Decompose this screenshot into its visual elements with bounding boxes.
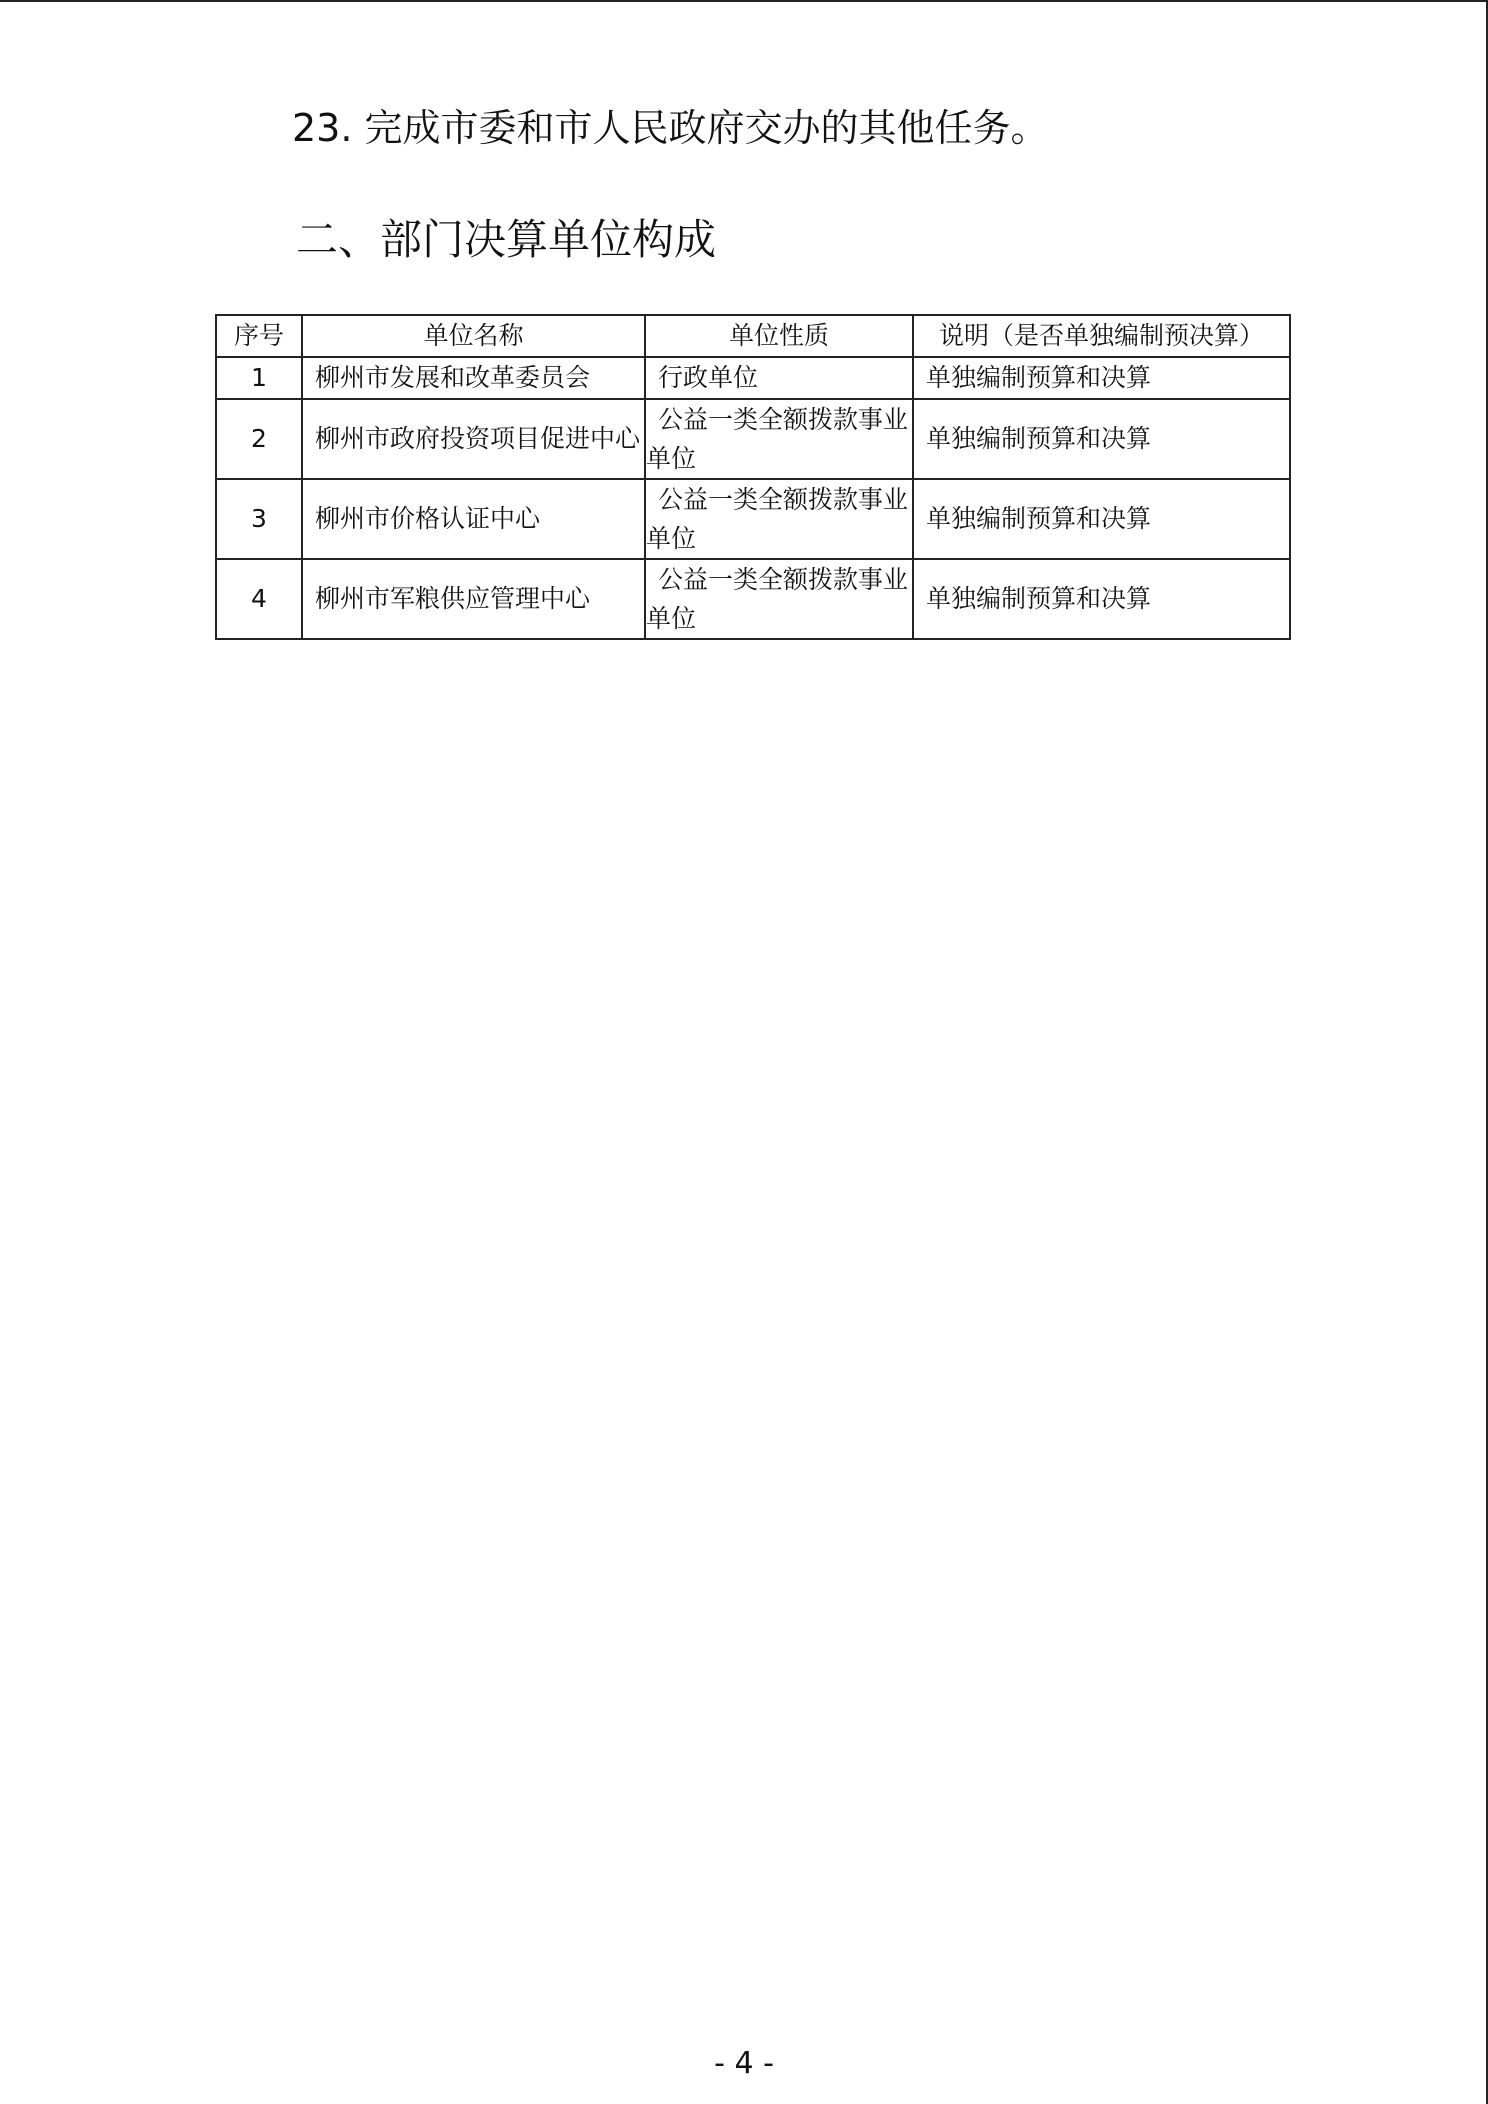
cell-no: 1 (216, 357, 302, 399)
table-row (216, 399, 1290, 479)
section-heading: 二、部门决算单位构成 (296, 215, 717, 264)
cell-unit-name: 柳州市发展和改革委员会 (302, 357, 645, 399)
task-item-23: 23. 完成市委和市人民政府交办的其他任务。 (292, 106, 1049, 150)
cell-unit-type: 行政单位 (645, 357, 913, 399)
cell-no: 4 (216, 559, 302, 639)
cell-note: 单独编制预算和决算 (913, 479, 1290, 559)
header-unit-name: 单位名称 (302, 315, 645, 357)
cell-no: 2 (216, 399, 302, 479)
cell-note: 单独编制预算和决算 (913, 357, 1290, 399)
header-no: 序号 (216, 315, 302, 357)
cell-unit-name: 柳州市价格认证中心 (302, 479, 645, 559)
cell-unit-name: 柳州市军粮供应管理中心 (302, 559, 645, 639)
header-unit-type: 单位性质 (645, 315, 913, 357)
cell-unit-name: 柳州市政府投资项目促进中心 (302, 399, 645, 479)
cell-note: 单独编制预算和决算 (913, 559, 1290, 639)
table-row (216, 479, 1290, 559)
table-row (216, 559, 1290, 639)
table-row (216, 357, 1290, 399)
table-header-row (216, 315, 1290, 357)
cell-no: 3 (216, 479, 302, 559)
cell-unit-type: 公益一类全额拨款事业单位 (645, 559, 913, 639)
cell-unit-type: 公益一类全额拨款事业单位 (645, 479, 913, 559)
unit-composition-table (215, 314, 1291, 640)
page-number: - 4 - (714, 2046, 774, 2081)
cell-unit-type: 公益一类全额拨款事业单位 (645, 399, 913, 479)
header-note: 说明（是否单独编制预决算） (913, 315, 1290, 357)
cell-note: 单独编制预算和决算 (913, 399, 1290, 479)
